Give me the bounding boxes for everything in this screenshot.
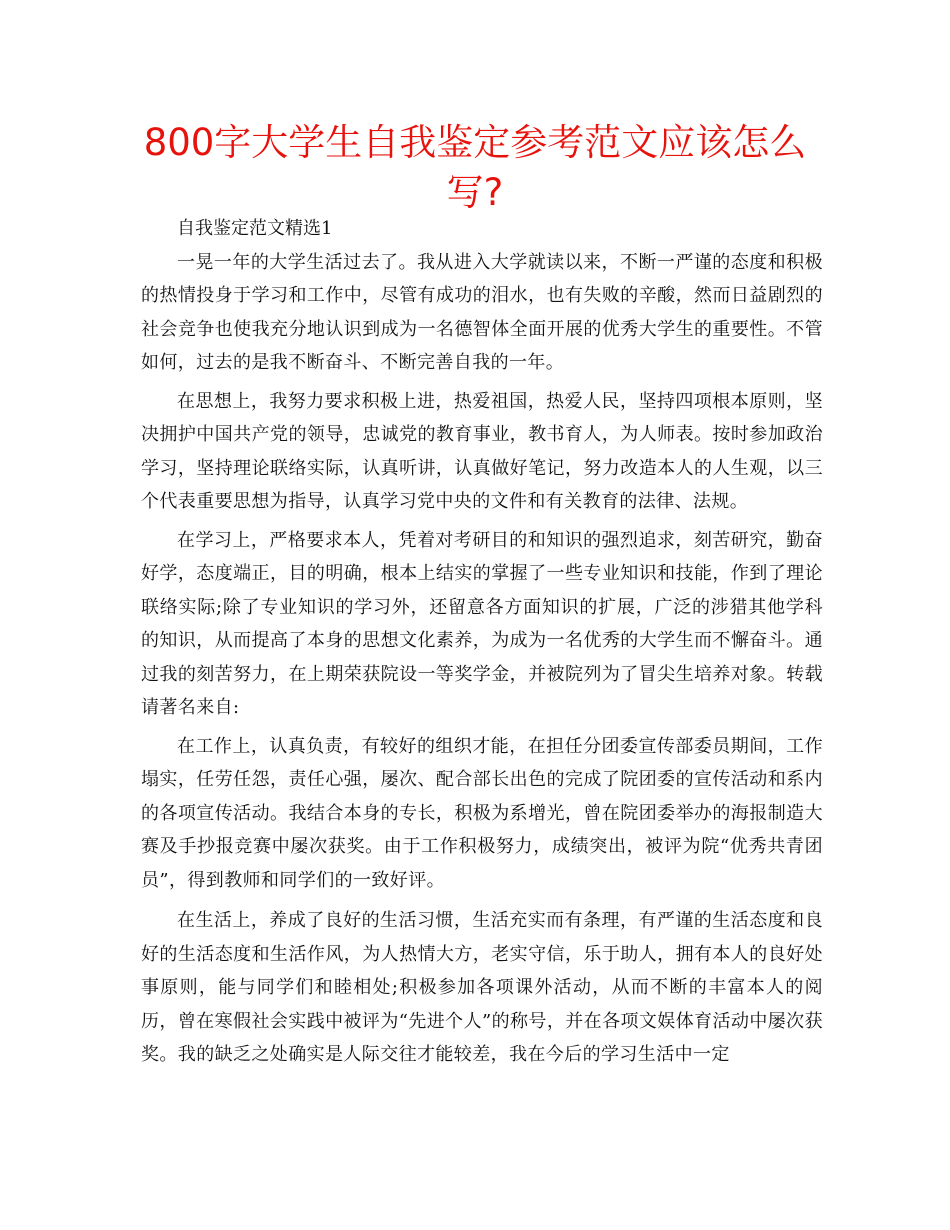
- paragraph-study: 在学习上，严格要求本人，凭着对考研目的和知识的强烈追求，刻苦研究，勤奋好学，态度端正，目的明确，根本上结实的掌握了一些专业知识和技能，作到了理论联络实际;除了专业知识的学习外，还留意各方面知识的扩展，广泛的涉猎其他学科的知识，从而提高了本身的思想文化素养，为成为一名优秀的大学生而不懈奋斗。通过我的刻苦努力，在上期荣获院设一等奖学金，并被院列为了冒尖生培养对象。转载请著名来自:: [141, 529, 823, 718]
- paragraph-work: 在工作上，认真负责，有较好的组织才能，在担任分团委宣传部委员期间，工作塌实，任劳任怨，责任心强，屡次、配合部长出色的完成了院团委的宣传活动和系内的各项宣传活动。我结合本身的专长，积极为系增光，曾在院团委举办的海报制造大赛及手抄报竞赛中屡次获奖。由于工作积极努力，成绩突出，被评为院“优秀共青团员”，得到教师和同学们的一致好评。: [141, 735, 823, 891]
- section-heading: 自我鉴定范文精选1: [177, 218, 333, 239]
- paragraph-intro: 一晃一年的大学生活过去了。我从进入大学就读以来，不断一严谨的态度和积极的热情投身于学习和工作中，尽管有成功的泪水，也有失败的辛酸，然而日益剧烈的社会竞争也使我充分地认识到成为一名德智体全面开展的优秀大学生的重要性。不管如何，过去的是我不断奋斗、不断完善自我的一年。: [141, 251, 823, 373]
- paragraph-life: 在生活上，养成了良好的生活习惯，生活充实而有条理，有严谨的生活态度和良好的生活态度和生活作风，为人热情大方，老实守信，乐于助人，拥有本人的良好处事原则，能与同学们和睦相处;积极参加各项课外活动，从而不断的丰富本人的阅历，曾在寒假社会实践中被评为“先进个人”的称号，并在各项文娱体育活动中屡次获奖。我的缺乏之处确实是人际交往才能较差，我在今后的学习生活中一定: [141, 910, 823, 1065]
- document-body: [141, 212, 823, 1072]
- document-title: 800字大学生自我鉴定参考范文应该怎么写?: [143, 121, 807, 214]
- paragraph-thought: 在思想上，我努力要求积极上进，热爱祖国，热爱人民，坚持四项根本原则，坚决拥护中国共产党的领导，忠诚党的教育事业，教书育人，为人师表。按时参加政治学习，坚持理论联络实际，认真听讲，认真做好笔记，努力改造本人的人生观，以三个代表重要思想为指导，认真学习党中央的文件和有关教育的法律、法规。: [141, 390, 823, 512]
